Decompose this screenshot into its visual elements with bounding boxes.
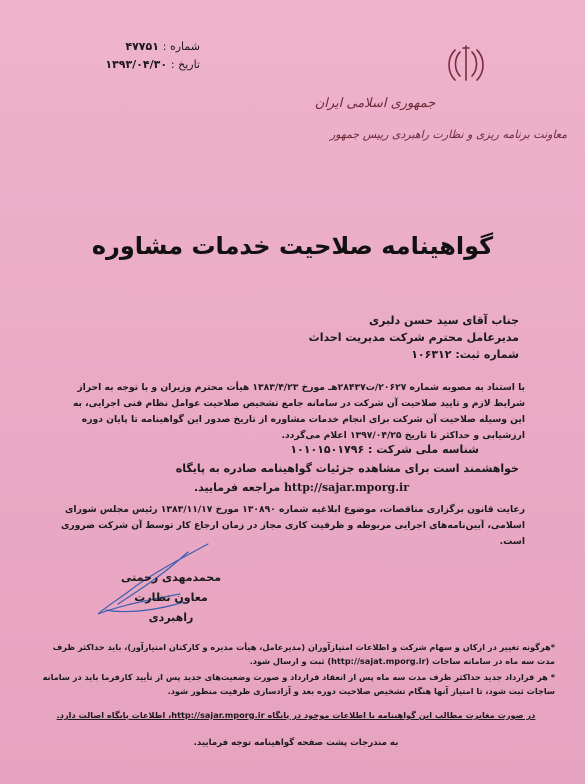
portal-url-link[interactable]: http://sajar.mporg.ir (284, 481, 409, 494)
validity-notice (37, 708, 555, 722)
sajat-url-link[interactable]: (http://sajat.mporg.ir) (327, 656, 430, 666)
company-identifiers (79, 440, 519, 497)
national-id (79, 440, 479, 459)
sajar-url-link[interactable]: http://sajar.mporg.ir (171, 710, 265, 720)
document-date-label: تاریخ : (170, 58, 200, 71)
document-number-value: ۴۷۷۵۱ (125, 40, 159, 53)
portal-request-text: خواهشمند است برای مشاهده جزئیات گواهینامه صادره به پایگاه (175, 462, 519, 475)
signatory-position: معاون نظارت راهبردی (134, 591, 208, 624)
portal-link-line (79, 478, 409, 497)
validity-notice-text: در صورت مغایرت مطالب این گواهینامه با اطلاعات موجود در پایگاه (267, 710, 536, 720)
signatory-block (112, 568, 230, 628)
footnotes (37, 640, 555, 750)
recipient-block (99, 312, 519, 363)
national-id-value: ۱۰۱۰۱۵۰۱۷۹۶ (290, 443, 365, 456)
signatory-name: محمدمهدی رحمتی (120, 571, 222, 584)
organization-name: جمهوری اسلامی ایران (314, 96, 436, 111)
document-date-value: ۱۳۹۳/۰۴/۳۰ (105, 58, 168, 71)
compliance-paragraph: رعایت قانون برگزاری مناقصات، موضوع ابلاغیه شماره ۱۳۰۸۹۰ مورخ ۱۳۸۳/۱۱/۱۷ رئیس مجلس شورای اسلامی، آیین‌نامه‌های اجرایی مربوطه و ظرفیت کاری مجاز در زمان ارجاع کار توسط آن شرکت ضروری است. (60, 504, 525, 547)
registration-number-value: ۱۰۶۳۱۲ (411, 348, 452, 361)
national-id-label: شناسه ملی شرکت : (368, 443, 479, 456)
footnote-1-suffix: ثبت و ارسال شود. (249, 656, 325, 666)
portal-url-suffix: مراجعه فرمایید. (194, 481, 281, 494)
document-meta (60, 38, 200, 74)
department-name: معاونت برنامه ریزی و نظارت راهبردی رییس جمهور (329, 128, 567, 141)
footnote-1-text: *هرگونه تغییر در ارکان و سهام شرکت و اطلاعات امتیازآوران (مدیرعامل، هیأت مدیره و کارکنان امتیازآور)، باید حداکثر ظرف مدت سه ماه در سامانه ساجات (52, 642, 555, 666)
validity-notice-suffix: ، اطلاعات پایگاه اصالت دارد. (56, 710, 172, 720)
certificate-body-paragraph: با استناد به مصوبه شماره ۲۰۶۲۷/ت۲۸۴۳۷هـ مورخ ۱۳۸۳/۴/۲۳ هیأت محترم وزیران و با توجه به احراز شرایط لازم و تایید صلاحیت آن شرکت در سامانه جامع تشخیص صلاحیت عوامل نظام فنی اجرایی، به این وسیله صلاحیت آن شرکت برای انجام خدمات مشاوره از تاریخ صدور این گواهینامه تا پایان دوره ارزشیابی و حداکثر تا تاریخ ۱۳۹۷/۰۴/۲۵ اعلام می‌گردد. (72, 382, 525, 441)
footnote-1 (37, 640, 555, 668)
iran-emblem-icon (446, 42, 486, 86)
recipient-title: مدیرعامل محترم شرکت مدیریت احداث (308, 331, 519, 344)
registration-number-label: شماره ثبت: (455, 348, 519, 361)
document-date (60, 56, 200, 74)
document-number (60, 38, 200, 56)
footnote-2: * هر قرارداد جدید حداکثر ظرف مدت سه ماه پس از انعقاد قرارداد و صورت وضعیت‌های جدید پس از تأیید کارفرما باید در سامانه ساجات ثبت شود، تا امتیاز آنها هنگام تشخیص صلاحیت دوره بعد و آزادسازی ظرفیت منظور شود. (42, 672, 555, 696)
certificate-title: گواهینامه صلاحیت خدمات مشاوره (91, 232, 494, 260)
document-number-label: شماره : (162, 40, 200, 53)
recipient-name: جناب آقای سید حسن دلبری (369, 314, 519, 327)
registration-number (99, 346, 519, 363)
closing-note: به مندرجات پشت صفحه گواهینامه توجه فرمایید. (193, 738, 399, 748)
